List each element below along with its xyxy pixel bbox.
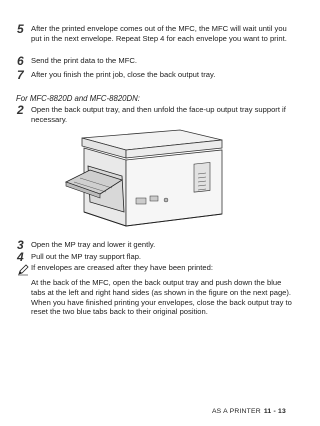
step-text: Open the MP tray and lower it gently. xyxy=(31,240,156,249)
step-text: Open the back output tray, and then unfold the face-up output tray support if necessary. xyxy=(31,105,286,124)
step-text: Send the print data to the MFC. xyxy=(31,56,137,65)
step-number: 4 xyxy=(17,250,24,264)
step-text: Pull out the MP tray support flap. xyxy=(31,252,142,261)
step-5 xyxy=(17,24,293,44)
step-text: After the printed envelope comes out of the MFC, the MFC will wait until you put in the next envelope. Repeat Step 4 for each envelope you want to print. xyxy=(31,24,287,43)
step-number: 7 xyxy=(17,68,24,82)
step-number: 2 xyxy=(17,103,24,117)
footer-section: AS A PRINTER xyxy=(211,408,261,415)
step-4 xyxy=(17,252,293,262)
step-number: 5 xyxy=(17,22,24,36)
page-footer xyxy=(212,408,286,415)
page-number: 11 - 13 xyxy=(263,408,286,415)
section-heading: For MFC-8820D and MFC-8820DN: xyxy=(16,94,140,103)
mfc-back-illustration xyxy=(62,126,232,230)
step-number: 6 xyxy=(17,54,24,68)
step-7 xyxy=(17,70,293,80)
note-pencil-icon xyxy=(17,264,29,276)
step-2 xyxy=(17,105,293,125)
note-title: If envelopes are creased after they have been printed: xyxy=(31,263,213,272)
step-3 xyxy=(17,240,293,250)
step-number: 3 xyxy=(17,238,24,252)
step-6 xyxy=(17,56,293,66)
step-text: After you finish the print job, close the back output tray. xyxy=(31,70,216,79)
note-body: At the back of the MFC, open the back output tray and push down the blue tabs at the left and right hand sides (as shown in the figure on the next page). When you have finished printing your envelopes, close the back output tray to reset the two blue tabs back to their original position. xyxy=(31,278,292,317)
